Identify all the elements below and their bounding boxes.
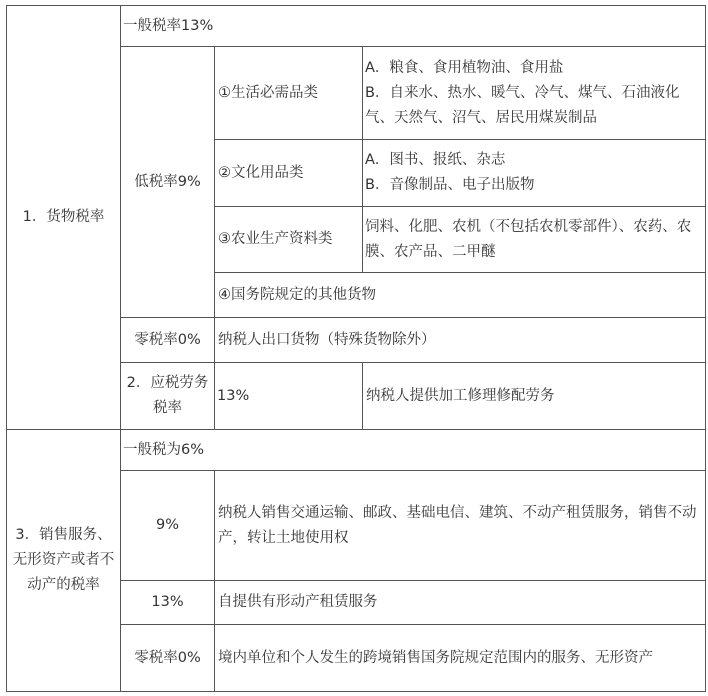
- category-item: A．图书、报纸、杂志: [365, 152, 506, 168]
- zero-rate-cell: [121, 318, 215, 363]
- labour-desc-cell: [363, 363, 706, 430]
- services-tax-rate-label: 3．销售服务、无形资产或者不动产的税率: [12, 527, 115, 593]
- services-rate-cell: [121, 581, 215, 625]
- category-item: B．音像制品、电子出版物: [365, 177, 535, 193]
- zero-rate-label: 零税率0%: [134, 331, 201, 348]
- services-rate-9: 9%: [155, 517, 179, 533]
- category-name-agriculture: ③农业生产资料类: [218, 231, 333, 247]
- labour-rate-cell: [215, 363, 363, 430]
- category-cell: [215, 207, 363, 273]
- zero-rate-desc: 纳税人出口货物（特殊货物除外）: [218, 331, 436, 348]
- low-rate-cell: [121, 47, 215, 318]
- services-general-rate: 一般税为6%: [123, 441, 205, 458]
- services-rate-zero: 零税率0%: [134, 649, 201, 666]
- labour-desc: 纳税人提供加工修理修配劳务: [366, 387, 555, 404]
- goods-general-rate-cell: [121, 6, 706, 47]
- services-rate-cell: [121, 471, 215, 581]
- services-desc-cell: [215, 581, 706, 625]
- low-rate-label: 低税率9%: [134, 173, 201, 190]
- category-name-other: ④国务院规定的其他货物: [218, 286, 376, 303]
- category-items-cell: [363, 207, 706, 273]
- services-general-rate-cell: [121, 430, 706, 471]
- category-cell: [215, 47, 363, 140]
- category-items-cell: [363, 140, 706, 207]
- category-name-necessities: ①生活必需品类: [218, 84, 318, 101]
- zero-rate-desc-cell: [215, 318, 706, 363]
- services-desc-9: 纳税人销售交通运输、邮政、基础电信、建筑、不动产租赁服务，销售不动产，转让土地使用权: [218, 504, 697, 546]
- services-desc-zero: 境内单位和个人发生的跨境销售国务院规定范围内的服务、无形资产: [218, 649, 653, 666]
- services-desc-13: 自提供有形动产租赁服务: [218, 594, 378, 610]
- vat-rate-table: [6, 5, 706, 692]
- category-item: B．自来水、热水、暖气、冷气、煤气、石油液化气、天然气、沼气、居民用煤炭制品: [365, 84, 680, 126]
- category-cell: [215, 273, 706, 318]
- category-items-cell: [363, 47, 706, 140]
- labour-tax-rate-label: 2．应税劳务税率: [126, 375, 209, 416]
- labour-tax-rate-cell: [121, 363, 215, 430]
- goods-general-rate: 一般税率13%: [123, 17, 214, 34]
- labour-rate: 13%: [217, 387, 250, 404]
- goods-tax-rate-label: 1．货物税率: [22, 209, 105, 225]
- category-item: 饲料、化肥、农机（不包括农机零部件）、农药、农膜、农产品、二甲醚: [365, 218, 692, 260]
- services-rate-cell: [121, 625, 215, 692]
- services-tax-rate-cell: [7, 430, 121, 692]
- category-name-culture: ②文化用品类: [218, 164, 304, 181]
- services-rate-13: 13%: [151, 594, 184, 610]
- services-desc-cell: [215, 625, 706, 692]
- services-desc-cell: [215, 471, 706, 581]
- category-cell: [215, 140, 363, 207]
- category-item: A．粮食、食用植物油、食用盐: [365, 59, 564, 76]
- goods-tax-rate-cell: [7, 6, 121, 430]
